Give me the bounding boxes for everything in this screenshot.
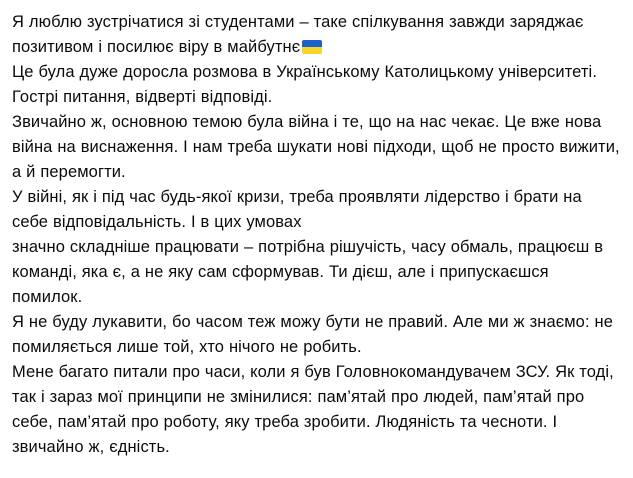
post-paragraph-6: Я не буду лукавити, бо часом теж можу бути не правий. Але ми ж знаємо: не помиляється лише той, хто нічого не робить. (12, 313, 614, 356)
post-paragraph-7: Мене багато питали про часи, коли я був Головнокомандувачем ЗСУ. Як тоді, так і зараз мої принципи не змінилися: пам’ятай про людей, пам’ятай про себе, пам’ятай про роботу, яку треба зробити. Людяність та чесноти. І звичайно ж, єдність. (12, 363, 614, 456)
post-paragraph-4: У війні, як і під час будь-якої кризи, треба проявляти лідерство і брати на себе відповідальність. І в цих умовах (12, 188, 582, 231)
post-paragraph-1 (12, 10, 621, 60)
paragraph-text: Я люблю зустрічатися зі студентами – таке спілкування завжди заряджає позитивом і посилює віру в майбутнє (12, 13, 584, 56)
post-paragraph-3: Звичайно ж, основною темою була війна і те, що на нас чекає. Це вже нова війна на виснаження. І нам треба шукати нові підходи, щоб не просто вижити, а й перемогти. (12, 113, 620, 181)
post-paragraph-5: значно складніше працювати – потрібна рішучість, часу обмаль, працюєш в команді, яка є, а не яку сам сформував. Ти дієш, але і припускаєшся помилок. (12, 238, 604, 306)
ukraine-flag-icon (302, 40, 322, 54)
post-paragraph-2: Це була дуже доросла розмова в Українському Католицькому університеті. Гострі питання, відверті відповіді. (12, 63, 598, 106)
